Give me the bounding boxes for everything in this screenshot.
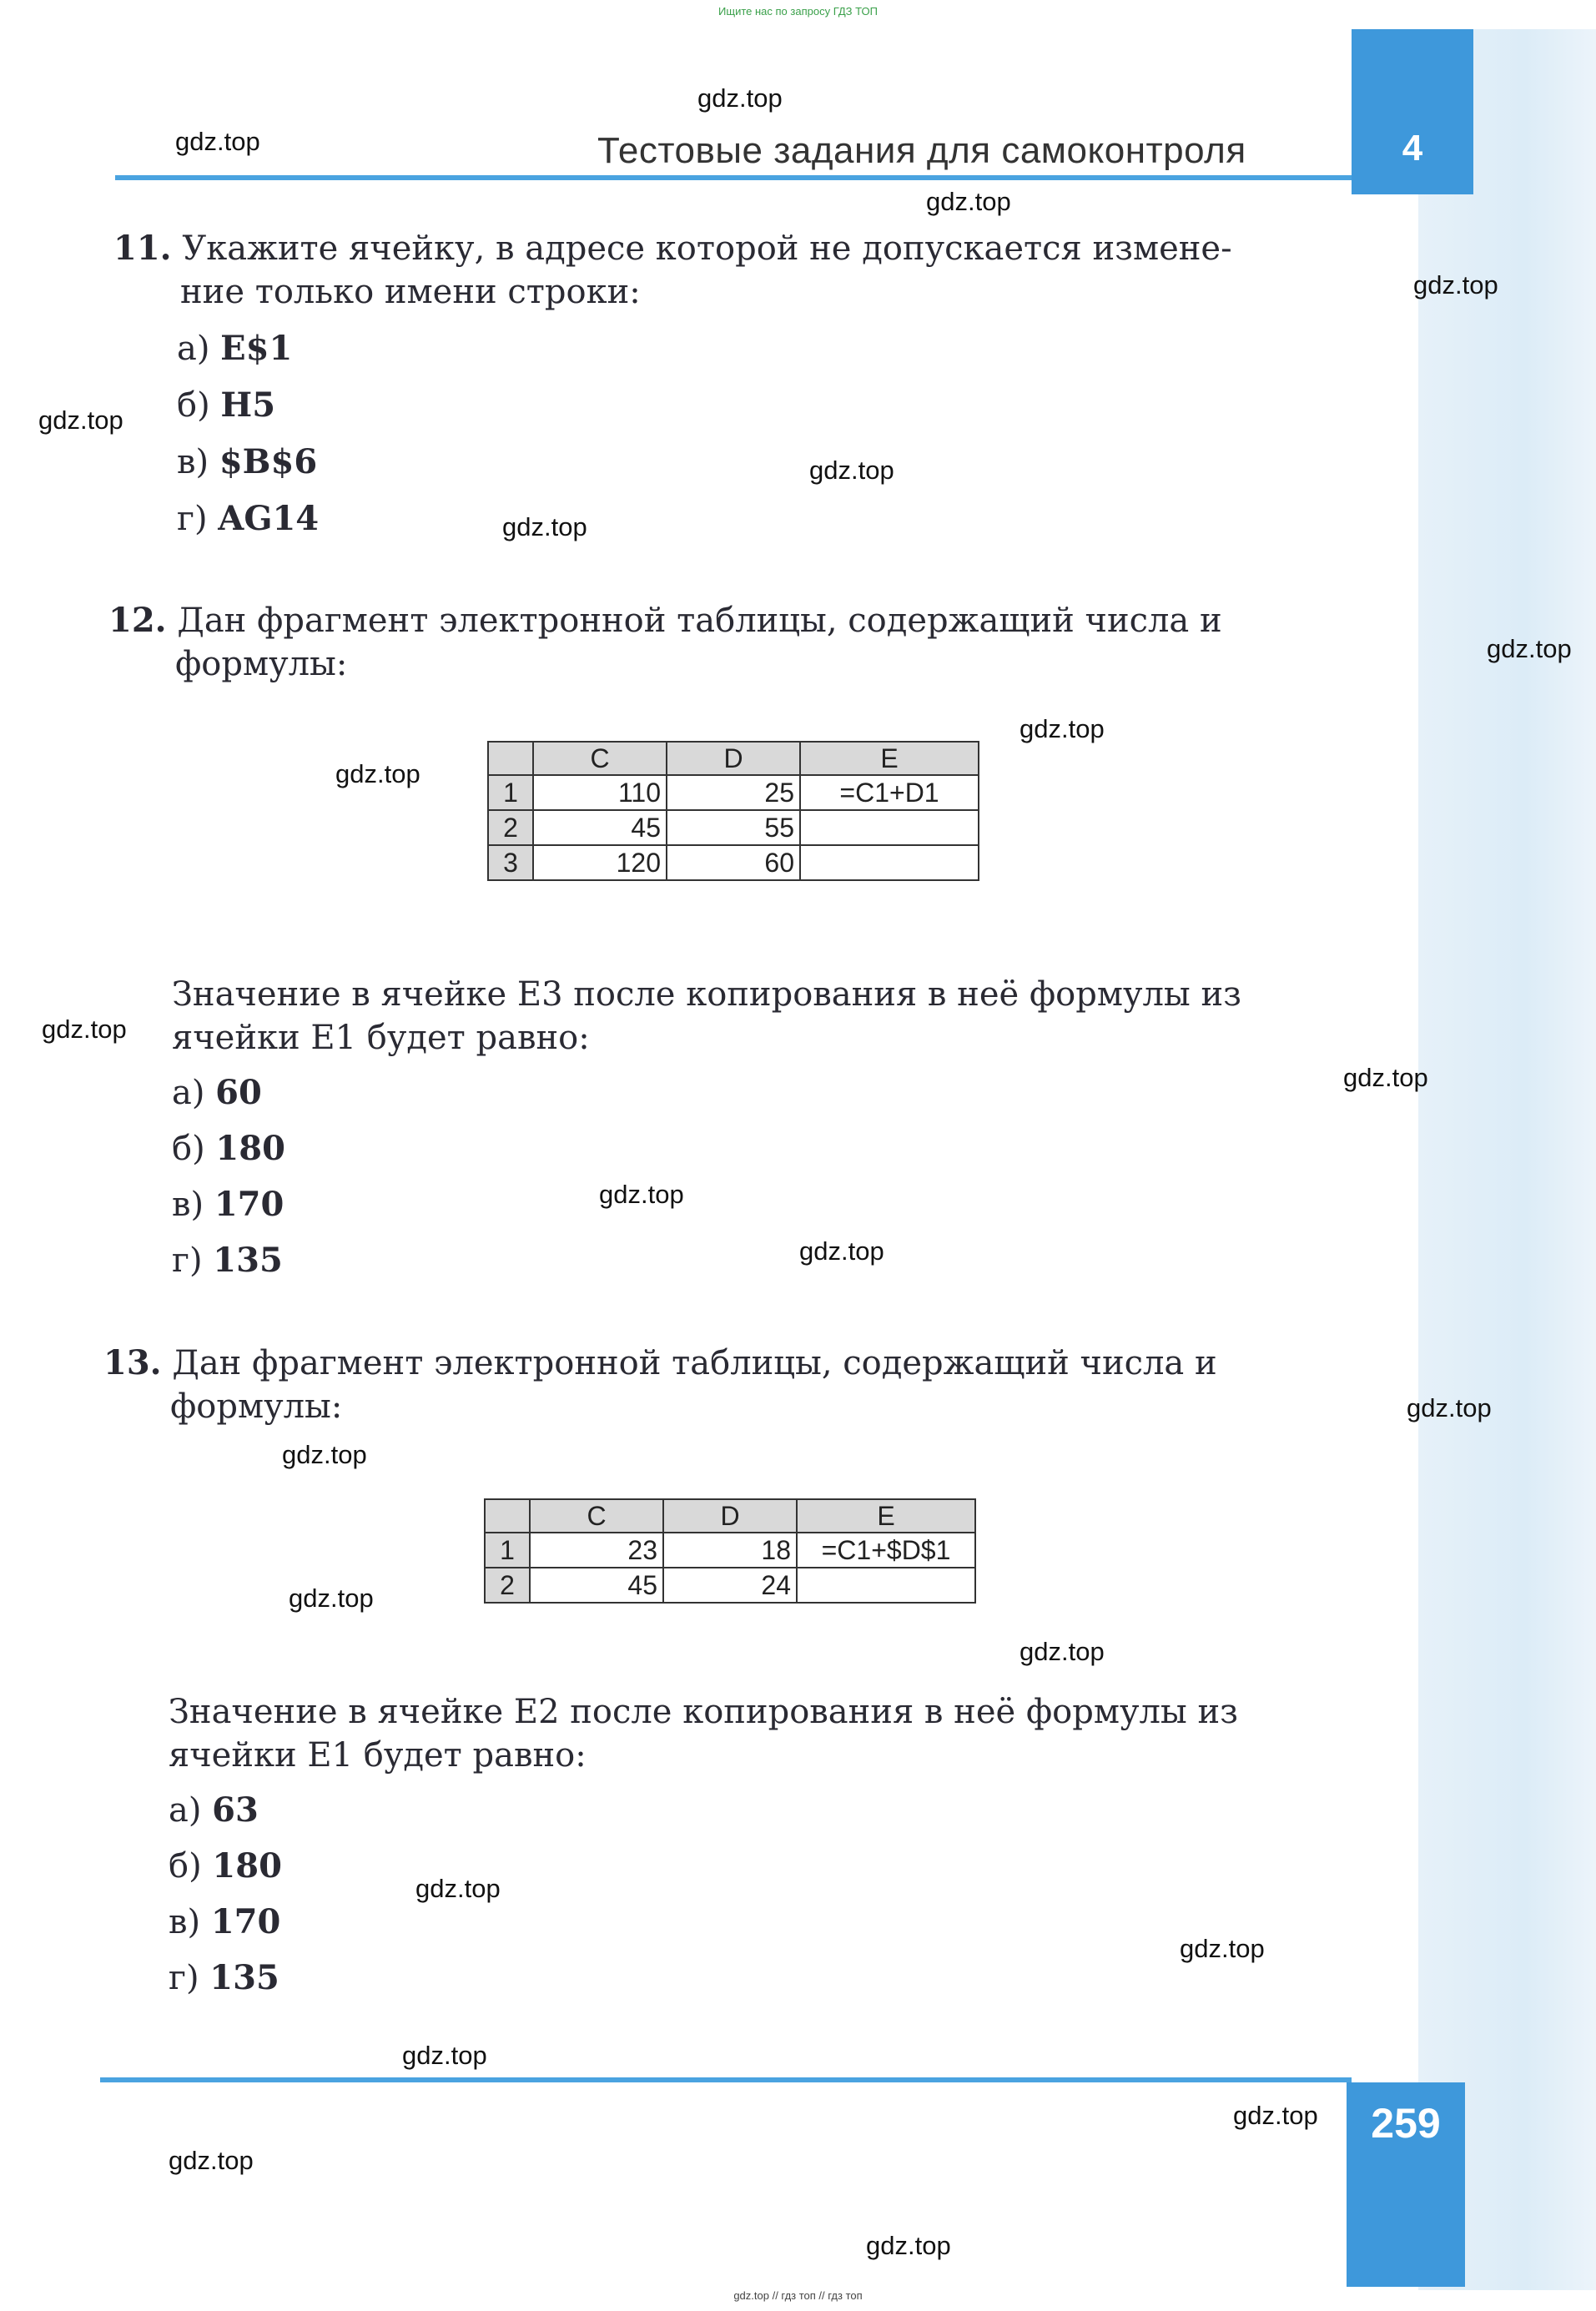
watermark: gdz.top: [1180, 1934, 1265, 1963]
watermark: gdz.top: [169, 2146, 254, 2175]
watermark: gdz.top: [599, 1180, 684, 1209]
q12-line2: формулы:: [175, 645, 348, 683]
q12-answer-v: в) 170: [172, 1185, 284, 1224]
col-header-c: C: [533, 742, 667, 775]
cell: [800, 810, 979, 845]
q11-answer-a: а) E$1: [177, 329, 293, 368]
watermark: gdz.top: [282, 1440, 367, 1469]
cell: 24: [663, 1568, 797, 1603]
table-row: [485, 1568, 975, 1603]
q11-number: 11.: [113, 229, 172, 268]
watermark: gdz.top: [289, 1583, 374, 1613]
q12-answer-b: б) 180: [172, 1129, 285, 1168]
corner-cell: [488, 742, 533, 775]
watermark: gdz.top: [1020, 714, 1105, 743]
q11-answer-v: в) $B$6: [177, 442, 318, 481]
cell: 60: [667, 845, 800, 880]
watermark: gdz.top: [1487, 634, 1572, 663]
q13-number: 13.: [103, 1343, 162, 1382]
watermark: gdz.top: [175, 127, 260, 156]
watermark: gdz.top: [1020, 1637, 1105, 1666]
col-header-e: E: [797, 1499, 975, 1533]
q11-line1-text: Укажите ячейку, в адресе которой не допускается измене-: [182, 229, 1232, 268]
q13-answers: [169, 1789, 282, 2012]
watermark: gdz.top: [42, 1015, 127, 1044]
top-note: Ищите нас по запросу ГДЗ ТОП: [718, 5, 878, 18]
q13-line1-text: Дан фрагмент электронной таблицы, содержащий числа и: [172, 1344, 1217, 1382]
q13-question: [169, 1690, 1357, 1777]
corner-cell: [485, 1499, 530, 1533]
row-header: 3: [488, 845, 533, 880]
cell: =C1+$D$1: [797, 1533, 975, 1568]
cell: 25: [667, 775, 800, 810]
bottom-note: gdz.top // гдз топ // гдз топ: [733, 2289, 863, 2302]
q11-answers: [177, 327, 319, 554]
row-header: 1: [488, 775, 533, 810]
page-number: 259: [1347, 2082, 1465, 2287]
q12-text: [108, 599, 1357, 686]
watermark: gdz.top: [335, 759, 420, 788]
q11-line1: [113, 227, 1357, 270]
q11-answer-g: г) AG14: [177, 499, 320, 538]
row-header: 2: [488, 810, 533, 845]
q13-line2: формулы:: [170, 1387, 343, 1426]
watermark: gdz.top: [1407, 1393, 1492, 1422]
col-header-c: C: [530, 1499, 663, 1533]
watermark: gdz.top: [1413, 270, 1498, 300]
cell: 55: [667, 810, 800, 845]
watermark: gdz.top: [799, 1236, 884, 1266]
cell: 110: [533, 775, 667, 810]
cell: 23: [530, 1533, 663, 1568]
cell: 45: [530, 1568, 663, 1603]
q12-answer-g: г) 135: [172, 1241, 283, 1280]
q12-spreadsheet: [487, 741, 979, 881]
q13-answer-a: а) 63: [169, 1790, 259, 1830]
watermark: gdz.top: [1233, 2101, 1318, 2130]
watermark: gdz.top: [697, 83, 783, 113]
q11-line2: ние только имени строки:: [180, 273, 641, 311]
q13-line3: Значение в ячейке E2 после копирования в неё формулы из: [169, 1693, 1238, 1731]
watermark: gdz.top: [38, 405, 123, 435]
q13-answer-v: в) 170: [169, 1902, 281, 1941]
q12-answers: [172, 1071, 285, 1295]
header-divider: [115, 175, 1352, 180]
q13-answer-g: г) 135: [169, 1958, 279, 1997]
q12-line1-text: Дан фрагмент электронной таблицы, содержащий числа и: [177, 602, 1222, 640]
q13-line1: [103, 1342, 1357, 1385]
q12-answer-a: а) 60: [172, 1073, 262, 1112]
q13-answer-b: б) 180: [169, 1846, 282, 1886]
cell: [797, 1568, 975, 1603]
row-header: 1: [485, 1533, 530, 1568]
cell: [800, 845, 979, 880]
q13-text: [103, 1342, 1357, 1428]
cell: 120: [533, 845, 667, 880]
chapter-tab: [1352, 29, 1473, 194]
chapter-number: 4: [1402, 128, 1423, 169]
right-page-strip: [1418, 29, 1596, 2290]
watermark: gdz.top: [1343, 1063, 1428, 1092]
cell: 18: [663, 1533, 797, 1568]
table-row: [488, 775, 979, 810]
watermark: gdz.top: [926, 187, 1011, 216]
watermark: gdz.top: [502, 512, 587, 541]
q12-line1: [108, 599, 1357, 642]
watermark: gdz.top: [866, 2231, 951, 2260]
footer-divider: [100, 2077, 1352, 2082]
watermark: gdz.top: [402, 2041, 487, 2070]
row-header: 2: [485, 1568, 530, 1603]
q12-line3: Значение в ячейке E3 после копирования в неё формулы из: [172, 975, 1241, 1014]
col-header-d: D: [667, 742, 800, 775]
q11-text: [113, 227, 1357, 314]
q13-spreadsheet: [484, 1498, 976, 1604]
q13-line4: ячейки E1 будет равно:: [169, 1736, 587, 1775]
col-header-d: D: [663, 1499, 797, 1533]
col-header-e: E: [800, 742, 979, 775]
watermark: gdz.top: [809, 456, 894, 485]
q12-line4: ячейки E1 будет равно:: [172, 1019, 590, 1057]
watermark: gdz.top: [415, 1874, 501, 1903]
table-row: [485, 1533, 975, 1568]
q12-number: 12.: [108, 601, 167, 640]
cell: =C1+D1: [800, 775, 979, 810]
q11-answer-b: б) H5: [177, 385, 276, 425]
page-title: Тестовые задания для самоконтроля: [597, 130, 1246, 171]
table-row: [488, 810, 979, 845]
q12-question: [172, 973, 1357, 1060]
cell: 45: [533, 810, 667, 845]
table-row: [488, 845, 979, 880]
